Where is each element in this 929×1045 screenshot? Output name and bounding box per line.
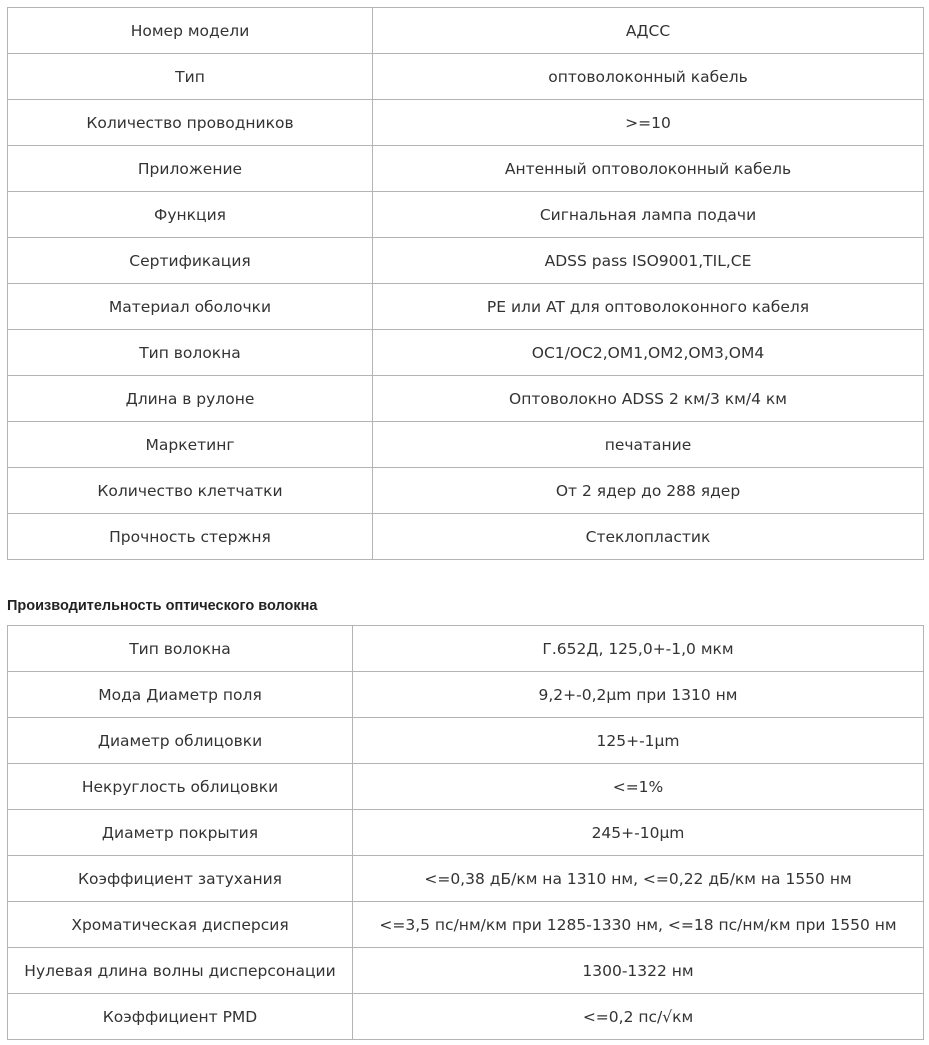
row-label: Тип bbox=[8, 54, 373, 100]
row-label: Функция bbox=[8, 192, 373, 238]
spec-table bbox=[7, 7, 924, 560]
table-row bbox=[8, 994, 924, 1040]
table-row bbox=[8, 948, 924, 994]
row-label: Маркетинг bbox=[8, 422, 373, 468]
row-label: Приложение bbox=[8, 146, 373, 192]
row-label: Количество клетчатки bbox=[8, 468, 373, 514]
table-row bbox=[8, 238, 924, 284]
table-row bbox=[8, 902, 924, 948]
row-label: Тип волокна bbox=[8, 626, 353, 672]
row-label: Количество проводников bbox=[8, 100, 373, 146]
table-row bbox=[8, 718, 924, 764]
row-value: Стеклопластик bbox=[373, 514, 924, 560]
row-label: Прочность стержня bbox=[8, 514, 373, 560]
row-value: Антенный оптоволоконный кабель bbox=[373, 146, 924, 192]
row-label: Коэффициент PMD bbox=[8, 994, 353, 1040]
row-value: 125+-1μm bbox=[353, 718, 924, 764]
row-value: Оптоволокно ADSS 2 км/3 км/4 км bbox=[373, 376, 924, 422]
table-row bbox=[8, 626, 924, 672]
fiber-performance-table bbox=[7, 625, 924, 1040]
row-value: PE или AT для оптоволоконного кабеля bbox=[373, 284, 924, 330]
row-value: От 2 ядер до 288 ядер bbox=[373, 468, 924, 514]
row-label: Сертификация bbox=[8, 238, 373, 284]
row-value: <=0,2 пс/√км bbox=[353, 994, 924, 1040]
row-label: Мода Диаметр поля bbox=[8, 672, 353, 718]
table-row bbox=[8, 100, 924, 146]
table-row bbox=[8, 422, 924, 468]
table-row bbox=[8, 514, 924, 560]
table-row bbox=[8, 54, 924, 100]
row-value: Сигнальная лампа подачи bbox=[373, 192, 924, 238]
row-value: АДСС bbox=[373, 8, 924, 54]
table-row bbox=[8, 468, 924, 514]
row-label: Нулевая длина волны дисперсонации bbox=[8, 948, 353, 994]
row-value: 9,2+-0,2μm при 1310 нм bbox=[353, 672, 924, 718]
table-row bbox=[8, 376, 924, 422]
fiber-performance-table-body bbox=[8, 626, 924, 1040]
table-row bbox=[8, 330, 924, 376]
row-label: Коэффициент затухания bbox=[8, 856, 353, 902]
row-label: Хроматическая дисперсия bbox=[8, 902, 353, 948]
table-row bbox=[8, 672, 924, 718]
table-row bbox=[8, 146, 924, 192]
row-value: оптоволоконный кабель bbox=[373, 54, 924, 100]
table-row bbox=[8, 192, 924, 238]
row-label: Номер модели bbox=[8, 8, 373, 54]
row-label: Диаметр облицовки bbox=[8, 718, 353, 764]
table-row bbox=[8, 856, 924, 902]
row-value: ADSS pass ISO9001,TIL,CE bbox=[373, 238, 924, 284]
row-value: OC1/OC2,OM1,OM2,OM3,OM4 bbox=[373, 330, 924, 376]
section-heading: Производительность оптического волокна bbox=[7, 598, 318, 614]
table-row bbox=[8, 810, 924, 856]
row-label: Материал оболочки bbox=[8, 284, 373, 330]
table-row bbox=[8, 284, 924, 330]
row-value: >=10 bbox=[373, 100, 924, 146]
row-value: <=3,5 пс/нм/км при 1285-1330 нм, <=18 пс/нм/км при 1550 нм bbox=[353, 902, 924, 948]
table-row bbox=[8, 764, 924, 810]
row-label: Тип волокна bbox=[8, 330, 373, 376]
row-value: печатание bbox=[373, 422, 924, 468]
table-row bbox=[8, 8, 924, 54]
row-label: Диаметр покрытия bbox=[8, 810, 353, 856]
row-value: 245+-10μm bbox=[353, 810, 924, 856]
row-label: Некруглость облицовки bbox=[8, 764, 353, 810]
row-value: <=1% bbox=[353, 764, 924, 810]
row-value: 1300-1322 нм bbox=[353, 948, 924, 994]
row-value: <=0,38 дБ/км на 1310 нм, <=0,22 дБ/км на 1550 нм bbox=[353, 856, 924, 902]
row-value: Г.652Д, 125,0+-1,0 мкм bbox=[353, 626, 924, 672]
spec-table-body bbox=[8, 8, 924, 560]
row-label: Длина в рулоне bbox=[8, 376, 373, 422]
